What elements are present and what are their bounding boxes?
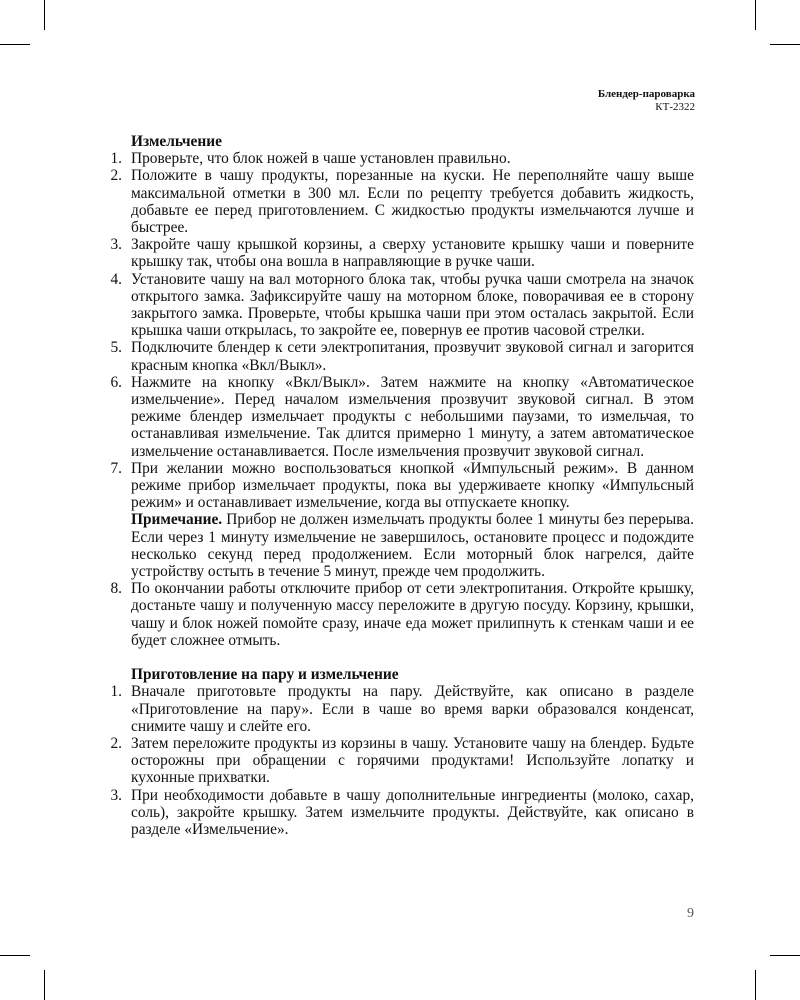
section-title-chopping: Измельчение	[131, 133, 222, 150]
running-header	[598, 88, 695, 114]
list-item	[100, 580, 694, 649]
list-item-text: Нажмите на кнопку «Вкл/Выкл». Затем нажмите на кнопку «Автоматическое измельчение». Перед началом измельчения прозвучит звуковой сигнал. В этом режиме блендер измельчает продукты с небольшими паузами, то измельчая, то останавливая измельчение. Так длится примерно 1 минуту, а затем автоматическое измельчение останавливается. После измельчения прозвучит звуковой сигнал.	[131, 373, 694, 460]
crop-mark	[0, 44, 30, 45]
list-item-number: 2.	[110, 734, 122, 752]
list-item-number: 6.	[110, 373, 122, 391]
page-number: 9	[687, 906, 694, 921]
list-item-text: Положите в чашу продукты, порезанные на куски. Не переполняйте чашу выше максимальной отметки в 300 мл. Если по рецепту требуется добавить жидкость, добавьте ее перед приготовлением. С жидкостью продукты измельчаются лучше и быстрее.	[131, 167, 694, 237]
crop-mark	[44, 0, 45, 30]
list-item	[100, 236, 694, 270]
list-item-text: По окончании работы отключите прибор от сети электропитания. Откройте крышку, достаньте чашу и полученную массу переложите в другую посуду. Корзину, крышки, чашу и блок ножей помойте сразу, иначе еда может прилипнуть к стенкам чаши и ее будет сложнее отмыть.	[131, 580, 694, 649]
steam-chop-steps-list	[100, 683, 694, 838]
list-item	[100, 150, 694, 167]
list-item-number: 1.	[110, 150, 122, 168]
crop-mark	[44, 970, 45, 1000]
section-spacer	[100, 649, 694, 666]
note-label: Примечание.	[131, 511, 223, 529]
list-item-text: Затем переложите продукты из корзины в чашу. Установите чашу на блендер. Будьте осторожны при обращении с горячими продуктами! Используйте лопатку и кухонные прихватки.	[131, 734, 694, 787]
crop-mark	[770, 955, 800, 956]
chopping-steps-list	[100, 150, 694, 649]
list-item-text: Закройте чашу крышкой корзины, а сверху установите крышку чаши и поверните крышку так, чтобы она вошла в направляющие в ручке чаши.	[131, 236, 694, 271]
list-item-number: 3.	[110, 236, 122, 254]
header-product-name: Блендер-пароварка	[597, 88, 695, 100]
list-item-number: 1.	[110, 683, 122, 701]
list-item-text: При желании можно воспользоваться кнопкой «Импульсный режим». В данном режиме прибор измельчает продукты, пока вы удерживаете кнопку «Импульсный режим» и останавливает измельчение, когда вы отпускаете кнопку.	[131, 459, 694, 512]
list-item-number: 5.	[110, 339, 122, 357]
list-item-text: Подключите блендер к сети электропитания, прозвучит звуковой сигнал и загорится красным кнопка «Вкл/Выкл».	[131, 339, 694, 374]
list-item	[100, 787, 694, 839]
list-item-number: 8.	[110, 580, 122, 598]
crop-mark	[755, 970, 756, 1000]
crop-mark	[755, 0, 756, 30]
page-content	[100, 133, 694, 838]
list-item	[100, 339, 694, 373]
list-item	[100, 460, 694, 580]
list-item-number: 3.	[110, 786, 122, 804]
list-item	[100, 374, 694, 460]
header-model-number: КТ-2322	[655, 101, 695, 113]
list-item-text: Вначале приготовьте продукты на пару. Действуйте, как описано в разделе «Приготовление на пару». Если в чаше во время варки образовался конденсат, снимите чашу и слейте его.	[131, 683, 694, 735]
list-item-number: 4.	[110, 270, 122, 288]
note-paragraph	[131, 511, 694, 580]
list-item-text: Установите чашу на вал моторного блока так, чтобы ручка чаши смотрела на значок открытого замка. Зафиксируйте чашу на моторном блоке, поворачивая ее в сторону закрытого замка. Проверьте, чтобы крышка чаши при этом осталась закрытой. Если крышка чаши открылась, то закройте ее, повернув ее против часовой стрелки.	[131, 270, 694, 340]
section-title-steam-and-chop: Приготовление на пару и измельчение	[131, 666, 399, 684]
list-item	[100, 735, 694, 787]
crop-mark	[770, 44, 800, 45]
list-item-number: 7.	[110, 459, 122, 477]
list-item	[100, 683, 694, 735]
crop-mark	[0, 955, 30, 956]
list-item	[100, 167, 694, 236]
note-text: Прибор не должен измельчать продукты более 1 минуты без перерыва. Если через 1 минуту измельчение не завершилось, остановите процесс и подождите несколько секунд перед продолжением. Если моторный блок нагрелся, дайте устройству остыть в течение 5 минут, прежде чем продолжить.	[131, 511, 694, 581]
list-item	[100, 271, 694, 340]
list-item-text: При необходимости добавьте в чашу дополнительные ингредиенты (молоко, сахар, соль), закройте крышку. Затем измельчите продукты. Действуйте, как описано в разделе «Измельчение».	[131, 786, 694, 838]
list-item-number: 2.	[110, 167, 122, 185]
list-item-text: Проверьте, что блок ножей в чаше установлен правильно.	[131, 150, 511, 168]
